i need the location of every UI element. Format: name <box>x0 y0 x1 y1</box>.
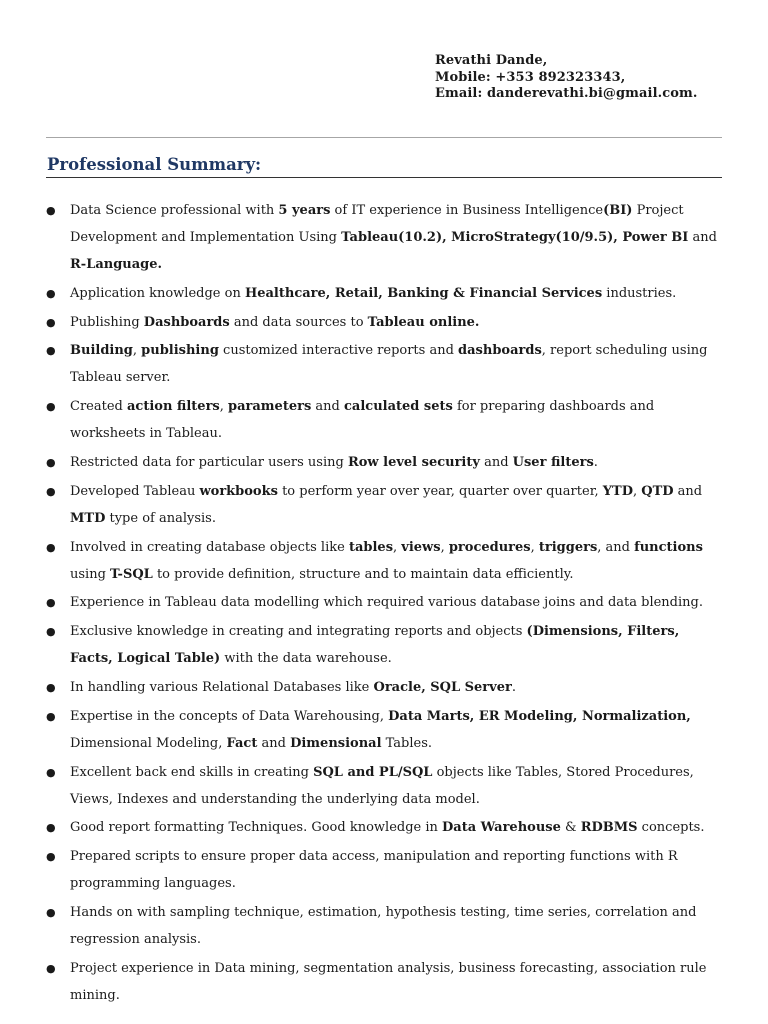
bold-text: QTD <box>641 483 674 499</box>
item-text: . <box>593 454 598 470</box>
summary-item <box>46 393 726 447</box>
bold-text: Fact <box>226 735 258 751</box>
item-text: , <box>132 343 142 359</box>
bold-text: functions <box>634 539 703 555</box>
section-title: Professional Summary: <box>47 155 262 174</box>
bold-text: Dimensional <box>290 735 382 751</box>
bold-text: triggers <box>538 539 598 555</box>
bold-text: Building <box>70 343 133 359</box>
bold-text: User filters <box>512 454 594 470</box>
item-text: Exclusive knowledge in creating and integrating reports and objects <box>70 624 527 640</box>
bold-text: R-Language. <box>70 257 163 272</box>
item-text: Data Science professional with <box>70 203 279 218</box>
bullet-icon: ● <box>46 680 56 694</box>
contact-email: Email: danderevathi.bi@gmail.com. <box>435 86 698 101</box>
item-text: Dimensional Modeling, <box>70 735 227 751</box>
bold-text: parameters <box>228 399 312 415</box>
bullet-icon: ● <box>46 204 56 217</box>
item-text: , report scheduling using Tableau server. <box>70 343 708 386</box>
bold-text: Row level security <box>347 454 480 470</box>
item-text: , and <box>597 539 635 555</box>
item-text: to provide definition, structure and to maintain data efficiently. <box>152 566 574 582</box>
item-text: Experience in Tableau data modelling which required various database joins and data blending. <box>70 595 703 611</box>
item-text: type of analysis. <box>105 510 216 526</box>
summary-list <box>46 197 726 1011</box>
header-divider <box>46 137 722 138</box>
bold-text: procedures <box>448 539 531 555</box>
item-text: & <box>560 820 581 836</box>
summary-item <box>46 449 726 476</box>
item-text: and <box>479 454 513 470</box>
bullet-icon: ● <box>46 315 56 329</box>
bold-text: Tableau online. <box>367 314 480 330</box>
item-text: Project Development and Implementation Using <box>70 203 684 245</box>
item-text: and <box>688 230 717 245</box>
bold-text: action filters <box>126 399 220 415</box>
item-text: for preparing dashboards and worksheets in Tableau. <box>70 399 655 442</box>
item-text: . <box>511 679 516 695</box>
summary-item <box>46 899 726 953</box>
item-text: and <box>311 399 344 415</box>
item-text: Publishing <box>70 314 144 330</box>
item-text: , <box>440 539 449 555</box>
item-text: Tables. <box>381 735 433 751</box>
bullet-icon: ● <box>46 961 56 975</box>
contact-name: Revathi Dande, <box>435 53 548 68</box>
summary-item <box>46 955 726 1009</box>
item-text: Restricted data for particular users using <box>70 454 348 470</box>
item-text: In handling various Relational Databases like <box>70 679 374 695</box>
bold-text: Oracle, SQL Server <box>373 679 512 695</box>
bullet-icon: ● <box>46 484 56 498</box>
item-text: Expertise in the concepts of Data Warehousing, <box>70 708 389 724</box>
bullet-icon: ● <box>46 850 56 864</box>
item-text: and <box>673 483 703 499</box>
bold-text: Dashboards <box>143 314 230 330</box>
item-text: industries. <box>602 285 677 301</box>
bold-text: Data Marts, ER Modeling, Normalization, <box>388 708 691 724</box>
item-text: Good report formatting Techniques. Good knowledge in <box>70 820 443 836</box>
summary-item <box>46 337 726 391</box>
bold-text: SQL and PL/SQL <box>313 764 433 780</box>
bullet-icon: ● <box>46 905 56 919</box>
summary-item <box>46 197 726 278</box>
summary-item <box>46 618 726 672</box>
bold-text: calculated sets <box>344 399 453 415</box>
bold-text: dashboards <box>458 343 542 359</box>
item-text: using <box>70 566 111 582</box>
bold-text: tables <box>348 539 394 555</box>
item-text: , <box>632 483 642 499</box>
item-text: , <box>393 539 402 555</box>
bold-text: MTD <box>70 510 106 526</box>
bold-text: views <box>401 539 441 555</box>
item-text: Hands on with sampling technique, estimation, hypothesis testing, time series, correlation and regression analysis. <box>70 904 697 947</box>
summary-item <box>46 703 726 757</box>
summary-item <box>46 478 726 532</box>
item-text: and <box>257 735 291 751</box>
summary-item <box>46 534 726 588</box>
bold-text: publishing <box>141 343 219 359</box>
summary-item <box>46 309 726 336</box>
item-text: Developed Tableau <box>70 483 200 499</box>
bullet-icon: ● <box>46 286 56 300</box>
bullet-icon: ● <box>46 540 56 554</box>
section-underline <box>46 177 722 178</box>
bullet-icon: ● <box>46 400 56 414</box>
item-text: Created <box>70 399 127 415</box>
bold-text: RDBMS <box>580 820 638 836</box>
item-text: and data sources to <box>229 314 368 330</box>
contact-mobile: Mobile: +353 892323343, <box>435 69 626 85</box>
summary-item <box>46 843 726 897</box>
item-text: , <box>219 399 229 415</box>
item-text: Involved in creating database objects like <box>70 539 349 555</box>
bullet-icon: ● <box>46 709 56 723</box>
item-text: Project experience in Data mining, segmentation analysis, business forecasting, association rule mining. <box>70 960 707 1003</box>
summary-item <box>46 589 726 616</box>
item-text: customized interactive reports and <box>218 343 459 359</box>
bullet-icon: ● <box>46 821 56 835</box>
item-text: Application knowledge on <box>70 285 245 301</box>
item-text: Prepared scripts to ensure proper data access, manipulation and reporting functions with R programming languages. <box>70 849 678 892</box>
bold-text: (Dimensions, Filters, Facts, Logical Table) <box>70 624 680 667</box>
summary-item <box>46 280 726 307</box>
bold-text: (BI) <box>603 203 633 218</box>
bullet-icon: ● <box>46 455 56 469</box>
item-text: concepts. <box>637 820 705 836</box>
item-text: objects like Tables, Stored Procedures, Views, Indexes and understanding the underlying data model. <box>70 764 694 807</box>
summary-item <box>46 759 726 813</box>
contact-block <box>435 53 698 103</box>
bold-text: YTD <box>602 483 633 499</box>
bullet-icon: ● <box>46 625 56 639</box>
bold-text: 5 years <box>278 203 331 218</box>
bullet-icon: ● <box>46 765 56 779</box>
bullet-icon: ● <box>46 344 56 358</box>
bold-text: T-SQL <box>110 566 153 582</box>
summary-item <box>46 674 726 701</box>
summary-item <box>46 814 726 841</box>
item-text: of IT experience in Business Intelligence <box>330 203 604 218</box>
item-text: to perform year over year, quarter over quarter, <box>277 483 603 499</box>
item-text: Excellent back end skills in creating <box>70 764 314 780</box>
bold-text: Healthcare, Retail, Banking & Financial Services <box>244 285 603 301</box>
bold-text: workbooks <box>199 483 278 499</box>
item-text: , <box>530 539 539 555</box>
bullet-icon: ● <box>46 596 56 610</box>
item-text: with the data warehouse. <box>220 651 392 667</box>
bold-text: Data Warehouse <box>442 820 561 836</box>
bold-text: Tableau(10.2), MicroStrategy(10/9.5), Power BI <box>341 230 689 245</box>
